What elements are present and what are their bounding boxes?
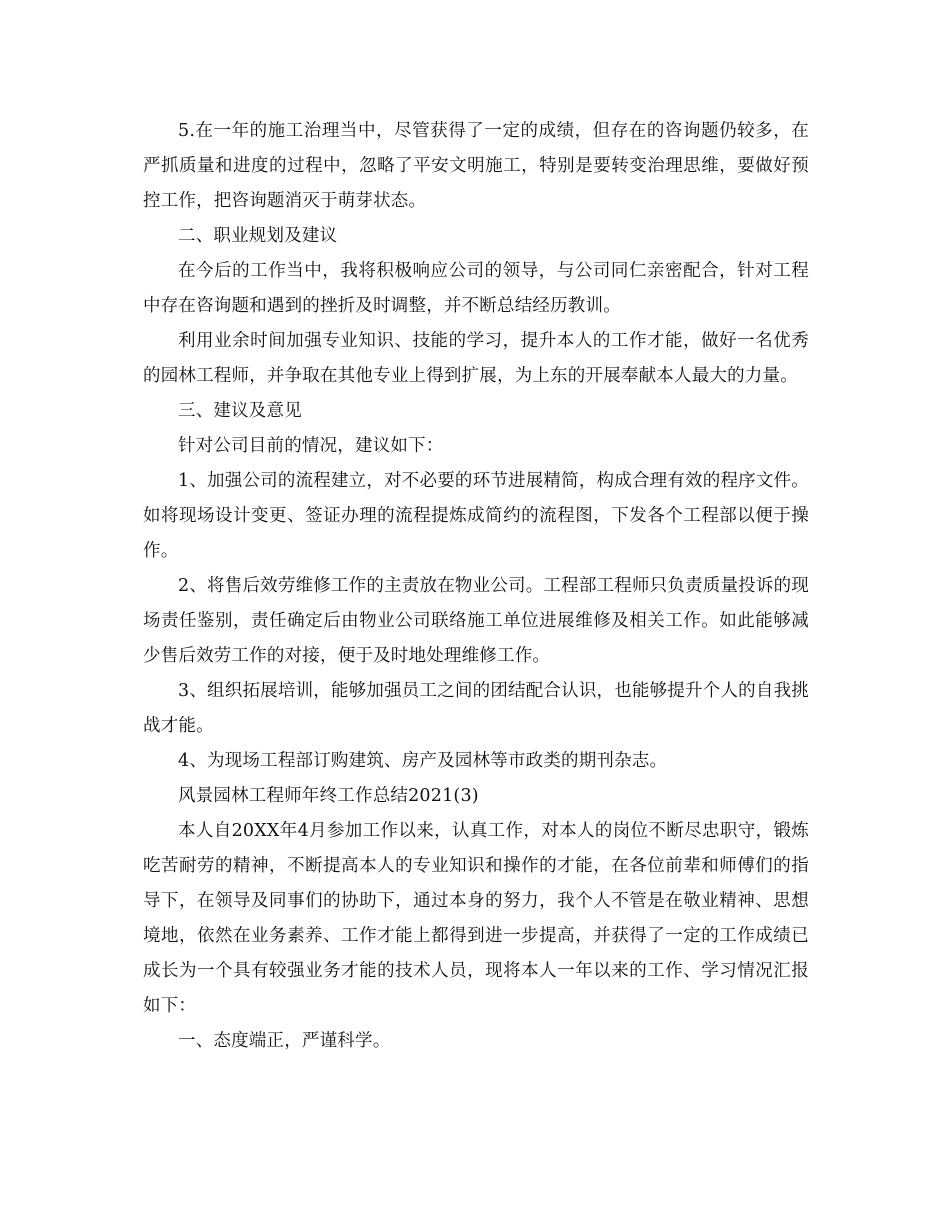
paragraph-suggestion-1: 1、加强公司的流程建立，对不必要的环节进展精简，构成合理有效的程序文件。如将现场设计变更、签证办理的流程提炼成简约的流程图，下发各个工程部以便于操作。 bbox=[143, 471, 809, 561]
paragraph-spare-time-study: 利用业余时间加强专业知识、技能的学习，提升本人的工作才能，做好一名优秀的园林工程师，并争取在其他专业上得到扩展，为上东的开展奉献本人最大的力量。 bbox=[143, 331, 809, 386]
paragraph-suggestions-intro: 针对公司目前的情况，建议如下： bbox=[178, 436, 444, 456]
paragraph-suggestion-2: 2、将售后效劳维修工作的主责放在物业公司。工程部工程师只负责质量投诉的现场责任鉴别，责任确定后由物业公司联络施工单位进展维修及相关工作。如此能够减少售后效劳工作的对接，便于及时地处理维修工作。 bbox=[143, 576, 809, 666]
section-title-summary-3: 风景园林工程师年终工作总结2021(3) bbox=[178, 786, 479, 806]
document-body bbox=[143, 114, 809, 1059]
heading-attitude: 一、态度端正，严谨科学。 bbox=[178, 1031, 391, 1051]
paragraph-future-work: 在今后的工作当中，我将积极响应公司的领导，与公司同仁亲密配合，针对工程中存在咨询题和遇到的挫折及时调整，并不断总结经历教训。 bbox=[143, 261, 809, 316]
paragraph-item5-summary: 5.在一年的施工治理当中，尽管获得了一定的成绩，但存在的咨询题仍较多，在严抓质量和进度的过程中，忽略了平安文明施工，特别是要转变治理思维，要做好预控工作，把咨询题消灭于萌芽状态。 bbox=[143, 121, 809, 211]
paragraph-self-introduction: 本人自20XX年4月参加工作以来，认真工作，对本人的岗位不断尽忠职守，锻炼吃苦耐劳的精神，不断提高本人的专业知识和操作的才能，在各位前辈和师傅们的指导下，在领导及同事们的协助下，通过本身的努力，我个人不管是在敬业精神、思想境地，依然在业务素养、工作才能上都得到进一步提高，并获得了一定的工作成绩已成长为一个具有较强业务才能的技术人员，现将本人一年以来的工作、学习情况汇报如下： bbox=[143, 821, 809, 1016]
heading-career-planning: 二、职业规划及建议 bbox=[178, 226, 338, 246]
paragraph-suggestion-4: 4、为现场工程部订购建筑、房产及园林等市政类的期刊杂志。 bbox=[178, 751, 668, 771]
paragraph-suggestion-3: 3、组织拓展培训，能够加强员工之间的团结配合认识，也能够提升个人的自我挑战才能。 bbox=[143, 681, 809, 736]
heading-suggestions: 三、建议及意见 bbox=[178, 401, 302, 421]
